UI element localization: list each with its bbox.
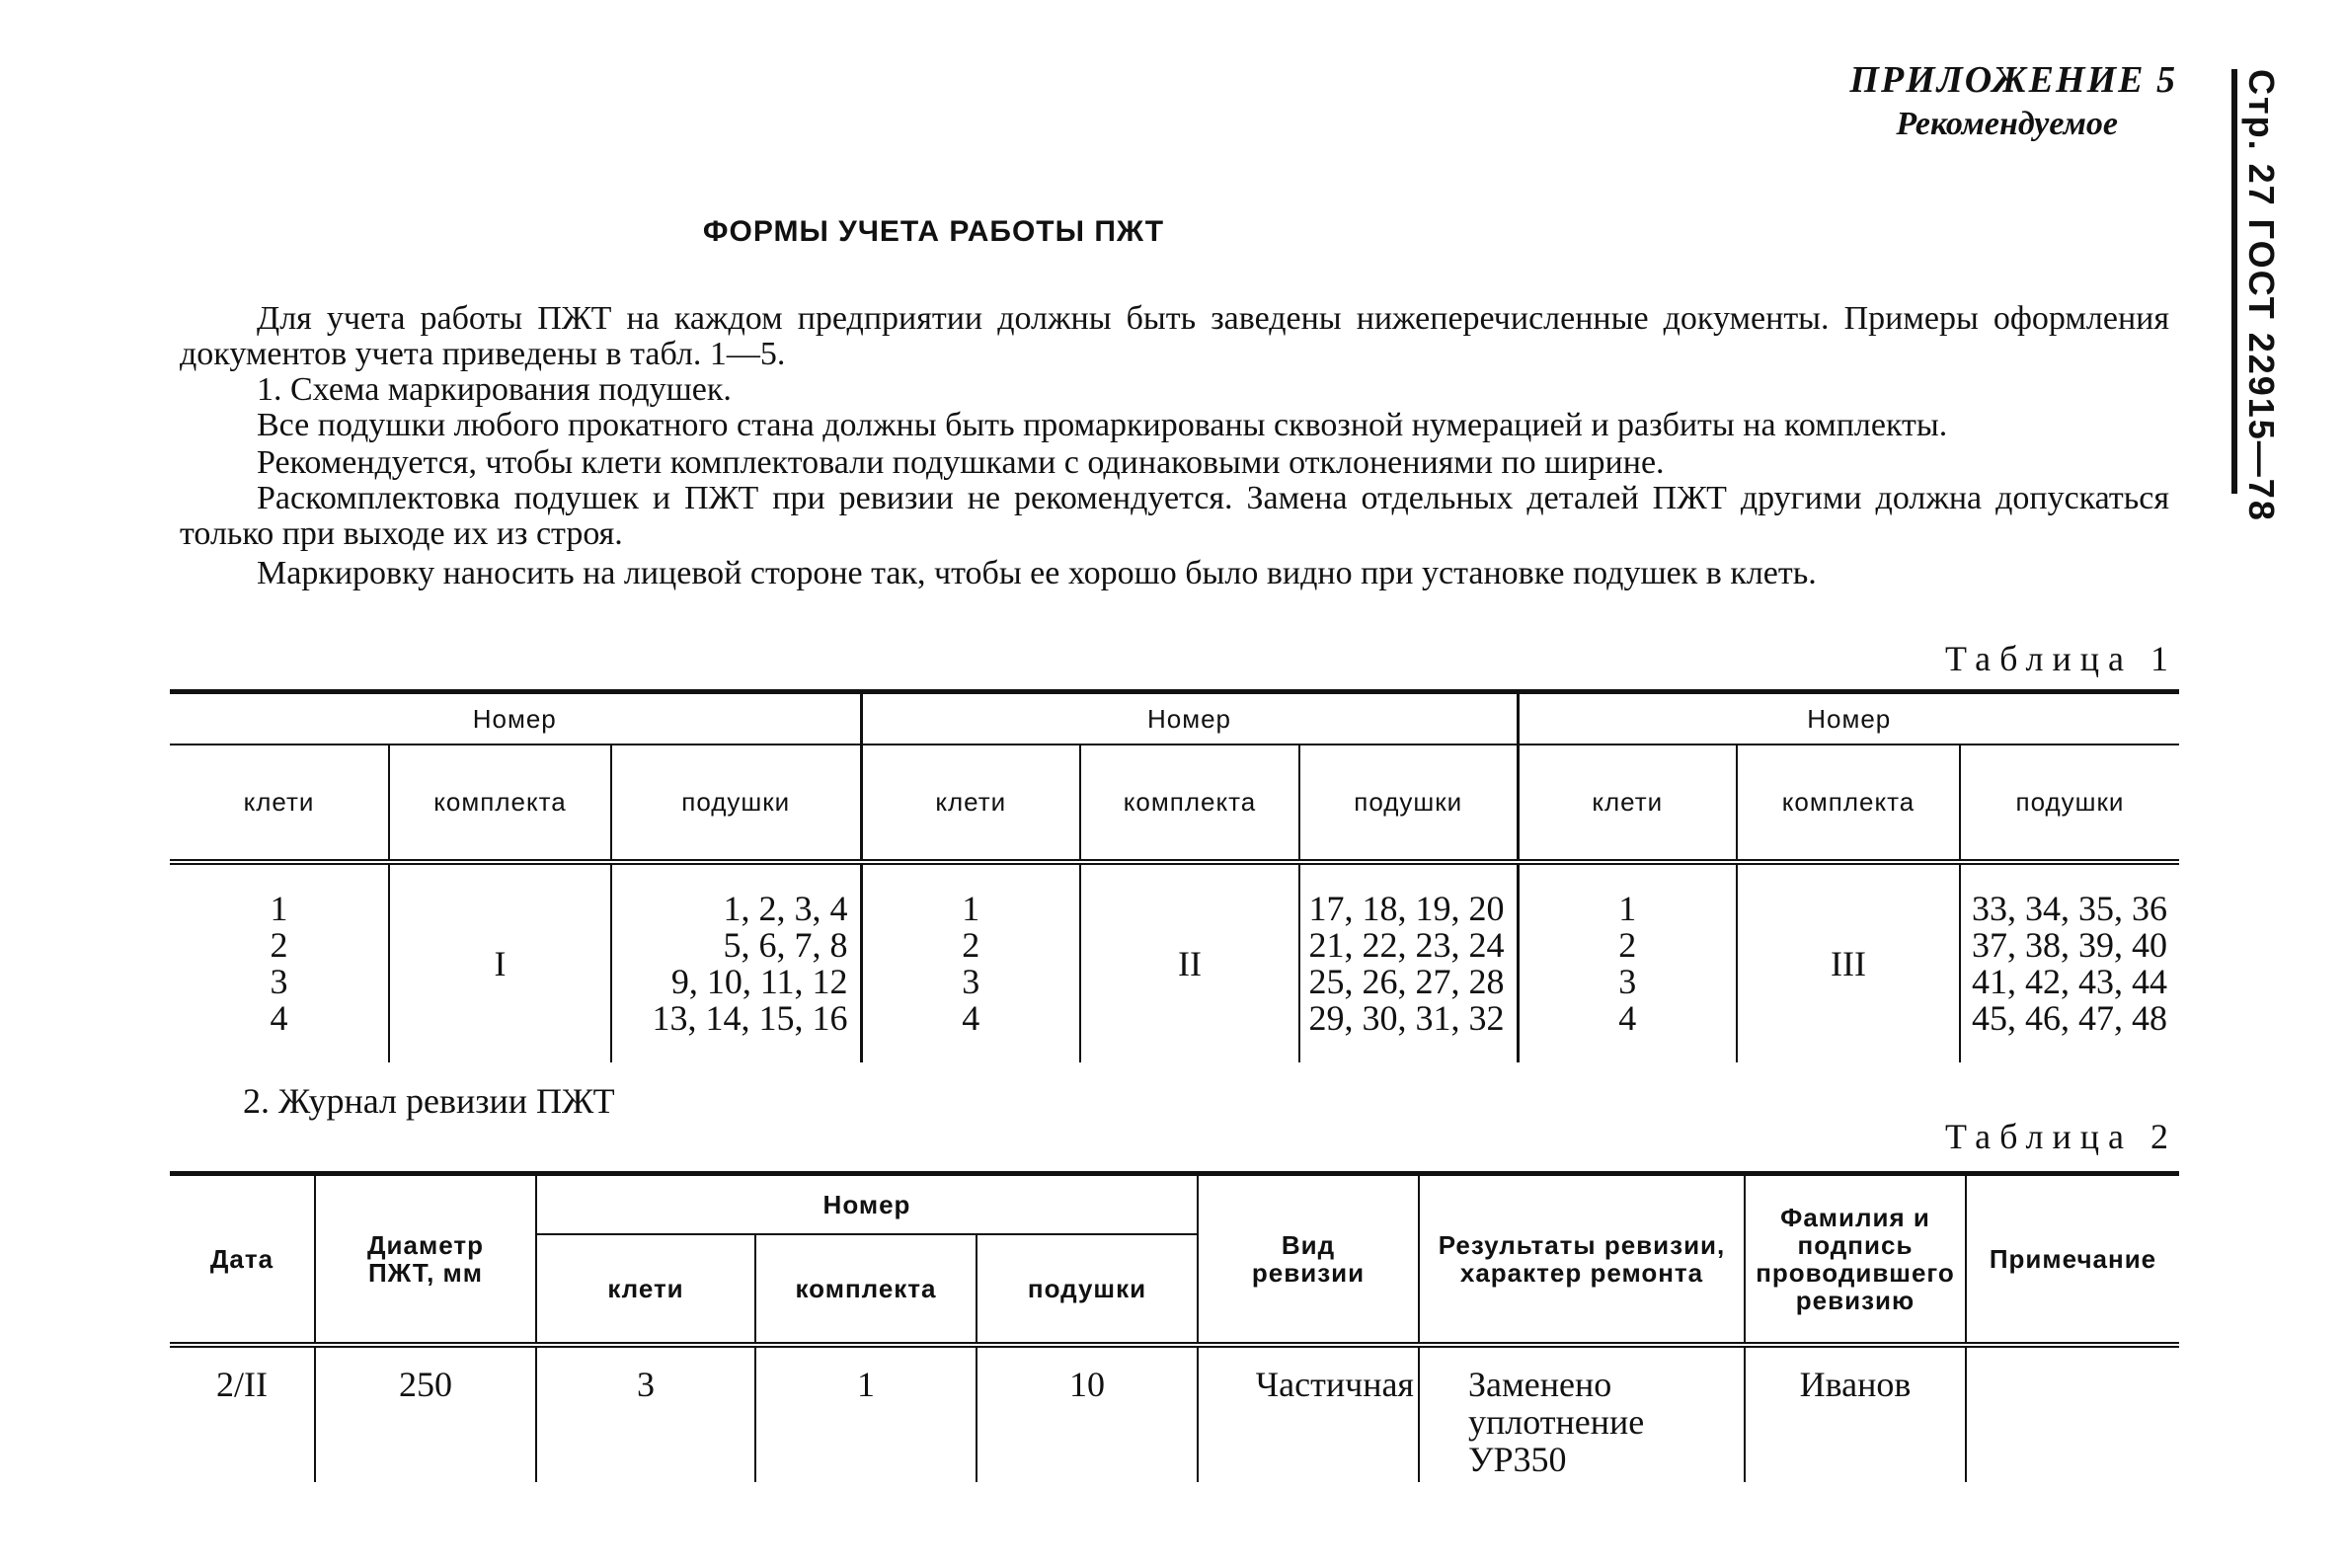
table-value: 33, 34, 35, 36: [1972, 889, 2167, 928]
table-value: 1: [270, 889, 288, 928]
table1-cell-stands: [1518, 862, 1737, 1062]
table2-header-diameter-text: Диаметр ПЖТ, мм: [367, 1230, 484, 1288]
table1-cell-set: I: [389, 862, 611, 1062]
table1-header-nomer: Номер: [861, 692, 1518, 745]
table1-cell-pads: [611, 862, 861, 1062]
table2-header-note: Примечание: [1966, 1174, 2179, 1346]
table-1: [170, 689, 2179, 1062]
page-title-text: ФОРМЫ УЧЕТА РАБОТЫ ПЖТ: [702, 215, 1165, 248]
table-value: 3: [270, 962, 288, 1001]
table-value: 2: [1618, 925, 1637, 965]
table1-header-stand: клети: [1518, 745, 1737, 862]
table-value: 9, 10, 11, 12: [670, 962, 848, 1001]
table-value: 13, 14, 15, 16: [652, 998, 848, 1038]
table2-cell-result: [1419, 1345, 1745, 1482]
table-value: 4: [962, 998, 980, 1038]
table1-header-nomer: Номер: [170, 692, 861, 745]
table1-header-pads: подушки: [1960, 745, 2179, 862]
paragraph: Для учета работы ПЖТ на каждом предприятии должны быть заведены нижеперечисленные документы. Примеры оформления документов учета приведены в табл. 1—5.: [180, 300, 2169, 372]
table2-caption: Таблица 2: [1945, 1117, 2177, 1156]
table1-header-stand: клети: [861, 745, 1080, 862]
table-value: 2: [270, 925, 288, 965]
table2-header-date: Дата: [170, 1174, 315, 1346]
table-value: 45, 46, 47, 48: [1972, 998, 2167, 1038]
table2-header-type-text: Вид ревизии: [1251, 1230, 1366, 1288]
table2-header-result-text: Результаты ревизии, характер ремонта: [1438, 1230, 1726, 1288]
table1-header-set: комплекта: [1737, 745, 1960, 862]
body-text: [180, 301, 2169, 591]
table2-header-person: [1745, 1174, 1966, 1346]
appendix-subtitle: Рекомендуемое: [1896, 106, 2118, 142]
table-value: 4: [270, 998, 288, 1038]
table2-header-result: [1419, 1174, 1745, 1346]
table2-cell-date: 2/II: [170, 1345, 315, 1482]
table-value: 41, 42, 43, 44: [1972, 962, 2167, 1001]
table2-header-stand: клети: [536, 1234, 755, 1345]
table-value: 3: [1618, 962, 1637, 1001]
table2-header-nomer: Номер: [536, 1174, 1198, 1235]
table2-cell-set: 1: [755, 1345, 977, 1482]
appendix-title: ПРИЛОЖЕНИЕ 5: [1849, 59, 2177, 101]
table-value: 25, 26, 27, 28: [1308, 962, 1505, 1001]
table2-cell-type: Частичная: [1198, 1345, 1419, 1482]
table1-header-pads: подушки: [611, 745, 861, 862]
table1-cell-pads: [1299, 862, 1518, 1062]
table-value: 21, 22, 23, 24: [1308, 925, 1505, 965]
table1-cell-set: II: [1080, 862, 1299, 1062]
table-value: 3: [962, 962, 980, 1001]
paragraph: Маркировку наносить на лицевой стороне так, чтобы ее хорошо было видно при установке подушек в клеть.: [257, 555, 1817, 591]
table1-cell-stands: [170, 862, 389, 1062]
table1-cell-pads: [1960, 862, 2179, 1062]
table-value: 1: [962, 889, 980, 928]
paragraph: Все подушки любого прокатного стана должны быть промаркированы сквозной нумерацией и разбиты на комплекты.: [257, 407, 1948, 443]
table2-cell-note: [1966, 1345, 2179, 1482]
table2-cell-diameter: 250: [315, 1345, 536, 1482]
table2-header-type: [1198, 1174, 1419, 1346]
table-value: 29, 30, 31, 32: [1308, 998, 1505, 1038]
appendix-heading: [1849, 57, 2177, 146]
section-2-title: 2. Журнал ревизии ПЖТ: [243, 1081, 615, 1121]
table-value: 37, 38, 39, 40: [1972, 925, 2167, 965]
table-2: [170, 1171, 2179, 1482]
table2-header-diameter: [315, 1174, 536, 1346]
table1-header-set: комплекта: [1080, 745, 1299, 862]
paragraph: 1. Схема маркирования подушек.: [257, 371, 732, 408]
table2-header-person-text: Фамилия и подпись проводившего ревизию: [1756, 1203, 1955, 1315]
table2-cell-stand: 3: [536, 1345, 755, 1482]
table1-cell-stands: [861, 862, 1080, 1062]
table1-cell-set: III: [1737, 862, 1960, 1062]
table-value: 5, 6, 7, 8: [723, 925, 848, 965]
table1-header-set: комплекта: [389, 745, 611, 862]
table1-header-pads: подушки: [1299, 745, 1518, 862]
paragraph: Раскомплектовка подушек и ПЖТ при ревизии не рекомендуется. Замена отдельных деталей ПЖТ другими должна допускаться только при выходе их из строя.: [180, 480, 2169, 552]
table-value: 1, 2, 3, 4: [723, 889, 848, 928]
table-value: 2: [962, 925, 980, 965]
table2-cell-pad: 10: [977, 1345, 1198, 1482]
table1-caption: Таблица 1: [1945, 639, 2177, 678]
paragraph: Рекомендуется, чтобы клети комплектовали подушками с одинаковыми отклонениями по ширине.: [257, 444, 1665, 481]
table-value: 17, 18, 19, 20: [1308, 889, 1505, 928]
table2-cell-person: Иванов: [1745, 1345, 1966, 1482]
table2-cell-result-text: Заменено уплотнение УР350: [1468, 1365, 1645, 1479]
table-value: 4: [1618, 998, 1637, 1038]
table2-header-pad: подушки: [977, 1234, 1198, 1345]
page-title: [0, 215, 2345, 249]
table-value: 1: [1618, 889, 1637, 928]
table2-header-set: комплекта: [755, 1234, 977, 1345]
table1-header-nomer: Номер: [1518, 692, 2179, 745]
side-stamp: Стр. 27 ГОСТ 22915—78: [2241, 69, 2282, 522]
table1-header-stand: клети: [170, 745, 389, 862]
